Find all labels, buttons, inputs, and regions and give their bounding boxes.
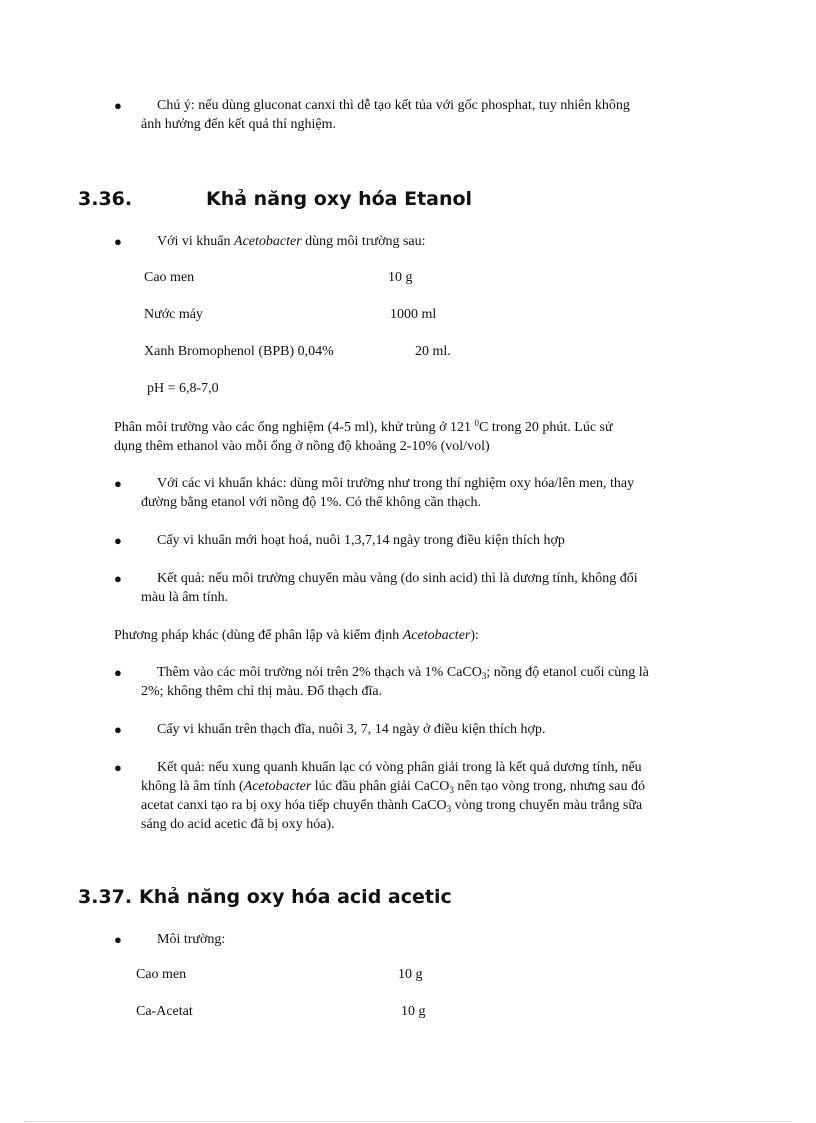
- s36-medium-label-1: Cao men: [144, 270, 195, 285]
- s36-bullet-6: ● Cấy vi khuẩn trên thạch đĩa, nuôi 3, 7, 14 ngày ở điều kiện thích hợp.: [114, 722, 546, 737]
- s36-medium-value-1: 10 g: [388, 270, 413, 285]
- s37-medium-value-2: 10 g: [401, 1004, 426, 1019]
- s37-medium-label-2: Ca-Acetat: [136, 1004, 193, 1019]
- bullet-dot-icon: ●: [114, 665, 122, 680]
- section-36-number: 3.36.: [78, 188, 133, 210]
- s36-bullet-2: ● Với các vi khuẩn khác: dùng môi trường như trong thí nghiệm oxy hóa/lên men, thay đường bằng etanol với nồng độ 1%. Có thể không cần thạch.: [114, 476, 635, 510]
- s36-medium-value-2: 1000 ml: [390, 307, 437, 322]
- s36-ph: pH = 6,8-7,0: [147, 381, 219, 396]
- bullet-dot-icon: ●: [114, 98, 122, 113]
- bullet-dot-icon: ●: [114, 932, 122, 947]
- note-line-1: Chú ý: nếu dùng gluconat canxi thì dễ tạo kết tủa với gốc phosphat, tuy nhiên không: [157, 98, 630, 113]
- s36-paragraph-1: Phân môi trường vào các ống nghiệm (4-5 ml), khử trùng ở 121 $^0$C trong 20 phút. Lúc sử dụng thêm ethanol vào mỗi ống ở nồng độ khoảng 2-10% (vol/vol): [114, 418, 613, 454]
- s36-medium-label-2: Nước máy: [144, 307, 203, 322]
- s37-medium-label-1: Cao men: [136, 967, 187, 982]
- s36-bullet-7: ● Kết quả: nếu xung quanh khuẩn lạc có vòng phân giải trong là kết quả dương tính, nếu không là âm tính (Acetobacter lúc đầu phân giải CaCO$_3$ nên tạo vòng trong, nhưng sau đó acetat canxi tạo ra bị oxy hóa tiếp chuyển thành CaCO$_3$ vòng trong chuyển màu trắng sữa sáng do acid acetic đã bị oxy hóa).: [114, 760, 645, 832]
- page-bottom-divider: [24, 1121, 792, 1122]
- bullet-dot-icon: ●: [114, 760, 122, 775]
- bullet-dot-icon: ●: [114, 571, 122, 586]
- s36-medium-label-3: Xanh Bromophenol (BPB) 0,04%: [144, 344, 334, 359]
- s36-bullet-1: ● Với vi khuẩn Acetobacter dùng môi trường sau:: [114, 234, 426, 249]
- section-37-title: Khả năng oxy hóa acid acetic: [139, 886, 452, 908]
- note-line-2: ảnh hưởng đến kết quả thí nghiệm.: [141, 117, 337, 132]
- s37-bullet-1: ● Môi trường:: [114, 932, 226, 947]
- s36-bullet-4: ● Kết quả: nếu môi trường chuyển màu vàng (do sinh acid) thì là dương tính, không đổi màu là âm tính.: [114, 571, 638, 605]
- bullet-dot-icon: ●: [114, 533, 122, 548]
- note-bullet: [114, 96, 740, 134]
- s36-bullet-5: ● Thêm vào các môi trường nói trên 2% thạch và 1% CaCO$_3$; nồng độ etanol cuối cùng là 2%; không thêm chỉ thị màu. Đổ thạch đĩa.: [114, 665, 649, 699]
- s36-bullet-3: ● Cấy vi khuẩn mới hoạt hoá, nuôi 1,3,7,14 ngày trong điều kiện thích hợp: [114, 533, 565, 548]
- bullet-dot-icon: ●: [114, 234, 122, 249]
- section-36-title: Khả năng oxy hóa Etanol: [206, 188, 473, 210]
- s36-paragraph-2: Phương pháp khác (dùng để phân lập và kiểm định Acetobacter):: [114, 628, 479, 643]
- bullet-dot-icon: ●: [114, 476, 122, 491]
- s36-medium-value-3: 20 ml.: [415, 344, 451, 359]
- bullet-dot-icon: ●: [114, 722, 122, 737]
- section-37-heading: [78, 886, 452, 908]
- section-37-number: 3.37.: [78, 886, 133, 908]
- s37-medium-value-1: 10 g: [398, 967, 423, 982]
- section-36-heading: [78, 188, 473, 210]
